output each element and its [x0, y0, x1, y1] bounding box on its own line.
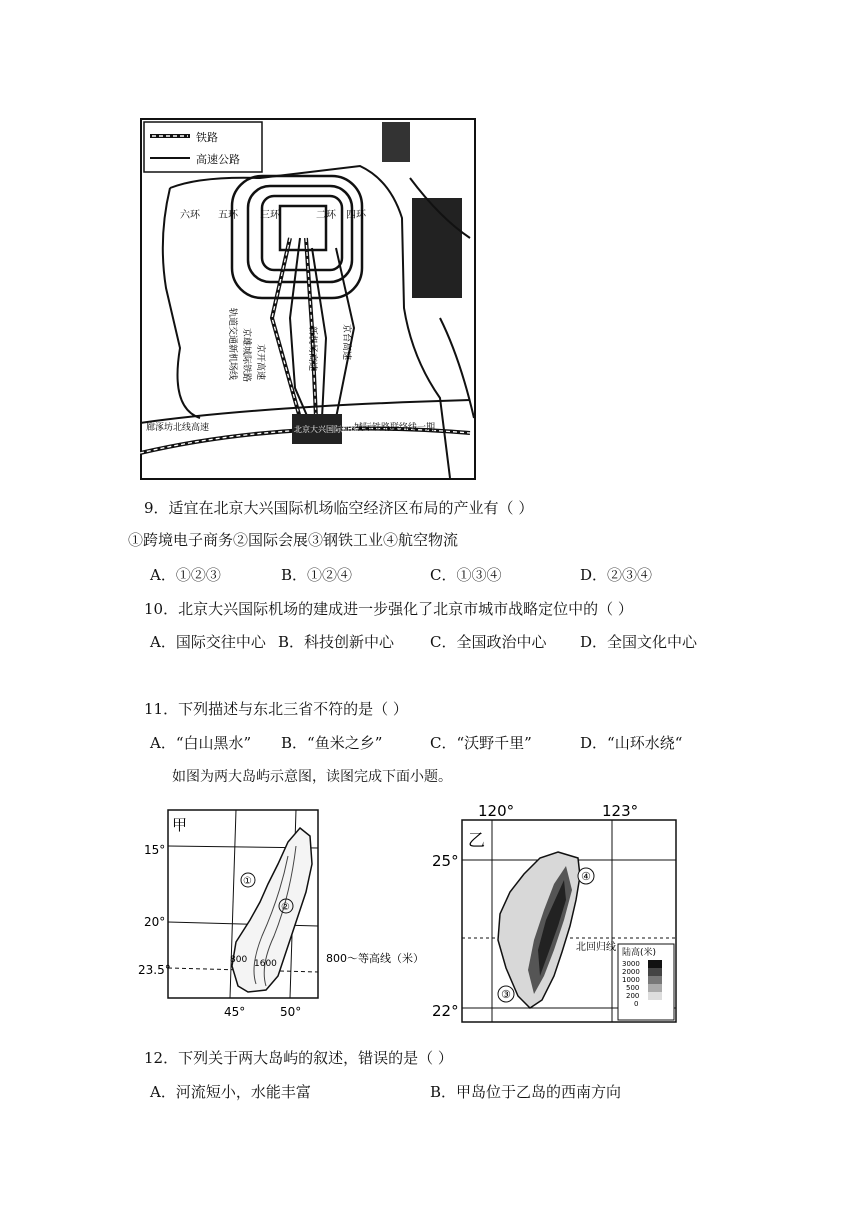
legend-200: 200	[626, 992, 640, 1000]
map-legend	[144, 122, 262, 172]
jia-lat-23-5: 23.5°	[138, 963, 171, 977]
urban-area-northeast	[382, 122, 410, 162]
label-sihuan: 四环	[346, 210, 366, 221]
label-guidao: 轨道交通新机场线	[227, 308, 237, 381]
yi-title: 乙	[468, 831, 485, 851]
jia-mark-1: ①	[243, 876, 252, 887]
label-xinjichang: 新机场高速	[307, 326, 317, 372]
legend-railway: 铁路	[196, 131, 218, 144]
q11-stem: 11．下列描述与东北三省不符的是（ ）	[144, 700, 408, 718]
label-jingkai: 京开高速	[255, 344, 265, 381]
q10-stem: 10．北京大兴国际机场的建成进一步强化了北京市城市战略定位中的（ ）	[144, 600, 633, 618]
legend-title: 陆高(米)	[622, 948, 657, 958]
jia-contour-800: 800	[230, 955, 248, 965]
legend-1000: 1000	[622, 976, 640, 984]
intro-text: 如图为两大岛屿示意图，读图完成下面小题。	[172, 769, 452, 785]
label-liuhuan: 六环	[180, 210, 200, 221]
q12-option-b[interactable]: B．甲岛位于乙岛的西南方向	[430, 1083, 622, 1101]
legend-0: 0	[634, 1000, 639, 1008]
q12-option-a[interactable]: A．河流短小，水能丰富	[150, 1083, 311, 1101]
island-map-jia	[138, 806, 428, 1022]
q10-option-c[interactable]: C．全国政治中心	[430, 633, 547, 651]
q12-stem: 12．下列关于两大岛屿的叙述，错误的是（ ）	[144, 1049, 453, 1067]
q11-option-b[interactable]: B．“鱼米之乡”	[281, 734, 383, 752]
jia-lon-45: 45°	[224, 1005, 246, 1019]
q9-option-b[interactable]: B．①②④	[281, 566, 353, 584]
beijing-airport-map	[140, 118, 476, 480]
q11-option-d[interactable]: D．“山环水绕“	[580, 734, 683, 752]
label-erhuan: 二环	[316, 210, 336, 221]
urban-area-east	[412, 198, 462, 298]
label-sanhuan: 三环	[260, 210, 280, 221]
legend-3000: 3000	[622, 960, 640, 968]
yi-tropic-label: 北回归线	[576, 942, 616, 953]
jia-title: 甲	[172, 816, 188, 834]
q11-option-a[interactable]: A．“白山黑水”	[150, 734, 252, 752]
yi-lat-25: 25°	[432, 852, 459, 870]
legend-2000: 2000	[622, 968, 640, 976]
legend-500: 500	[626, 984, 640, 992]
label-airport: 北京大兴国际机场	[294, 425, 358, 434]
q10-option-b[interactable]: B．科技创新中心	[278, 633, 395, 651]
label-jingtai: 京台高速	[341, 324, 351, 361]
q10-option-d[interactable]: D．全国文化中心	[580, 633, 698, 651]
jia-contour-legend: 800～等高线（米）	[326, 952, 424, 965]
q10-option-a[interactable]: A．国际交往中心	[150, 633, 266, 651]
label-wuhuan: 五环	[218, 210, 238, 221]
jia-lon-50: 50°	[280, 1005, 302, 1019]
q9-option-d[interactable]: D．②③④	[580, 566, 653, 584]
jia-lat-20: 20°	[144, 915, 166, 929]
q9-items: ①跨境电子商务②国际会展③钢铁工业④航空物流	[128, 531, 459, 549]
q11-option-c[interactable]: C．“沃野千里”	[430, 734, 532, 752]
yi-lon-123: 123°	[602, 802, 639, 820]
label-langbei: 廊涿坊北线高速	[146, 423, 210, 433]
label-jingxiong: 京雄城际铁路	[241, 328, 251, 383]
jia-contour-1600: 1600	[254, 959, 277, 969]
legend-expressway: 高速公路	[196, 153, 240, 166]
q9-option-c[interactable]: C．①③④	[430, 566, 502, 584]
yi-mark-3: ③	[501, 988, 511, 1001]
yi-lat-22: 22°	[432, 1002, 459, 1020]
island-map-yi	[430, 800, 680, 1026]
q9-option-a[interactable]: A．①②③	[150, 566, 221, 584]
jia-mark-2: ②	[281, 902, 290, 913]
jia-lat-15: 15°	[144, 843, 166, 857]
yi-mark-4: ④	[581, 870, 591, 883]
q9-stem: 9．适宜在北京大兴国际机场临空经济区布局的产业有（ ）	[144, 499, 534, 517]
yi-lon-120: 120°	[478, 802, 515, 820]
elevation-legend	[618, 944, 674, 1020]
label-chengji: 城际铁路联络线一期	[354, 423, 436, 433]
